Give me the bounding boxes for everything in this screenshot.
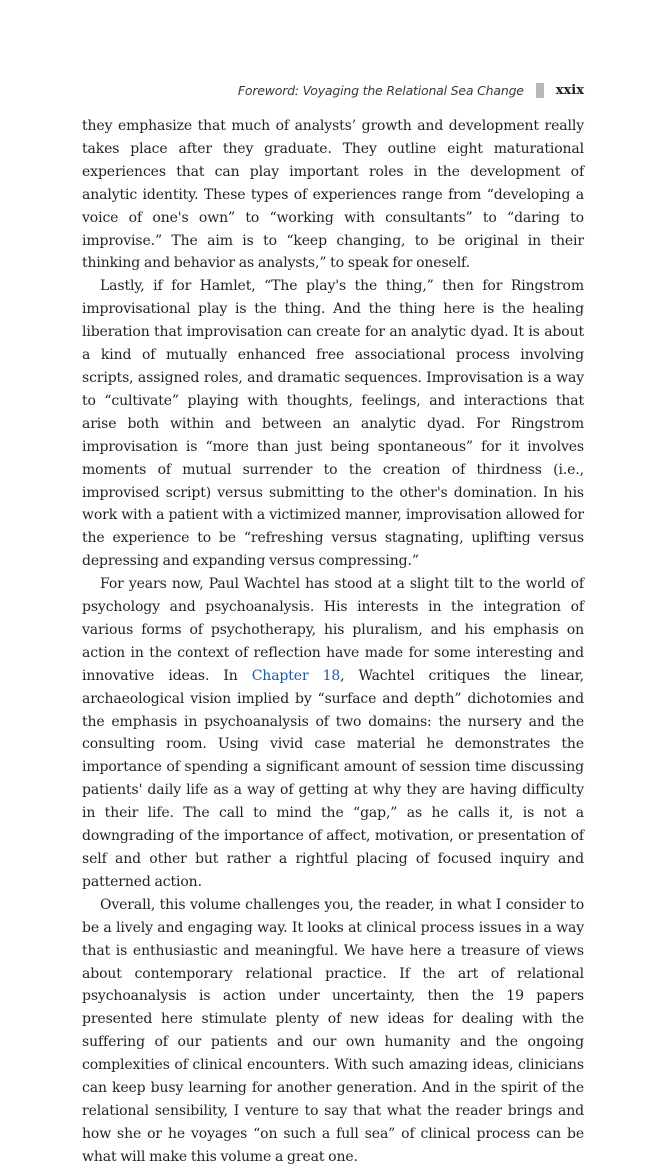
paragraph-continuation: they emphasize that much of analysts’ growth and development really takes place after they graduate. They outline eight maturational experiences that can play important roles in the development of analytic identity. These types of experiences range from “developing a voice of one's own” to “working with consultants” to “daring to improvise.” The aim is to “keep changing, to be original in their thinking and behavior as analysts,” to speak for oneself.	[82, 118, 584, 272]
paragraph-wachtel-before: For years now, Paul Wachtel has stood at a slight tilt to the world of psychology and psychoanalysis. His interests in the integration of various forms of psychotherapy, his pluralism, and his emphasis on action in the context of reflection have made for some interesting and innovative ideas. In	[82, 576, 584, 684]
paragraph-ringstrom: Lastly, if for Hamlet, “The play's the thing,” then for Ringstrom improvisational play is the thing. And the thing here is the healing liberation that improvisation can create for an analytic dyad. It is about a kind of mutually enhanced free associational process involving scripts, assigned roles, and dramatic sequences. Improvisation is a way to “cultivate” playing with thoughts, feelings, and interactions that arise both within and between an analytic dyad. For Ringstrom improvisation is “more than just being spontaneous” for it involves moments of mutual surrender to the creation of thirdness (i.e., improvised script) versus submitting to the other's domination. In his work with a patient with a victimized manner, improvisation allowed for the experience to be “refreshing versus stagnating, uplifting versus depressing and expanding versus compressing.”	[82, 278, 584, 570]
paragraph-overall: Overall, this volume challenges you, the reader, in what I consider to be a lively and engaging way. It looks at clinical process issues in a way that is enthusiastic and meaningful. We have here a treasure of views about contemporary relational practice. If the art of relational psychoanalysis is action under uncertainty, then the 19 papers presented here stimulate plenty of new ideas for dealing with the suffering of our patients and our own humanity and the ongoing complexities of clinical encounters. With such amazing ideas, clinicians can keep busy learning for another generation. And in the spirit of the relational sensibility, I venture to say that what the reader brings and how she or he voyages “on such a full sea” of clinical process can be what will make this volume a great one.	[82, 896, 584, 1165]
paragraph-wachtel	[82, 573, 584, 894]
body-text	[82, 115, 584, 1169]
page-number: xxix	[555, 82, 584, 98]
paragraph-wachtel-after: , Wachtel critiques the linear, archaeological vision implied by “surface and depth” dichotomies and the emphasis in psychoanalysis of two domains: the nursery and the consulting room. Using vivid case material he demonstrates the importance of spending a significant amount of session time discussing patients' daily life as a way of getting at why they are having difficulty in their life. The call to mind the “gap,” as he calls it, is not a downgrading of the importance of affect, motivation, or presentation of self and other but rather a rightful placing of focused inquiry and patterned action.	[82, 667, 584, 890]
running-head	[238, 79, 584, 101]
header-separator-bar	[536, 83, 544, 98]
chapter-18-link[interactable]: Chapter 18	[251, 667, 341, 684]
running-head-title: Foreword: Voyaging the Relational Sea Change	[237, 82, 524, 98]
